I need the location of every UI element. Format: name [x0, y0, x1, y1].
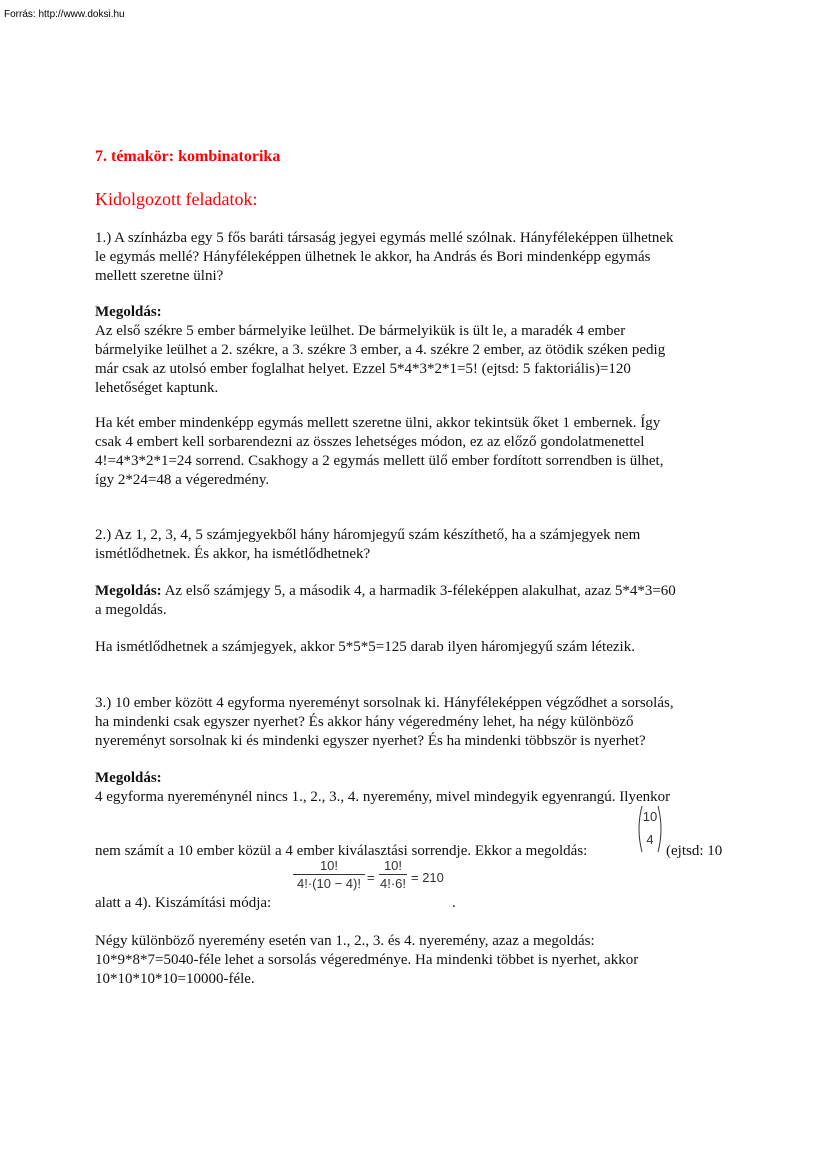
text-line: ismétlődhetnek. És akkor, ha ismétlődhetnek?	[95, 546, 371, 562]
text-line: 3.) 10 ember között 4 egyforma nyereményt sorsolnak ki. Hányféleképpen végződhet a sorsolás,	[95, 695, 674, 711]
solution-2	[95, 582, 745, 620]
text-line: mellett szeretne ülni?	[95, 268, 224, 284]
text-line: már csak az utolsó ember foglalhat helyet. Ezzel 5*4*3*2*1=5! (ejtsd: 5 faktoriális)=120	[95, 361, 631, 377]
text-line: Ha ismétlődhetnek a számjegyek, akkor 5*5*5=125 darab ilyen háromjegyű szám létezik.	[95, 639, 635, 655]
denominator: 4!·(10 − 4)!	[297, 876, 361, 891]
text-line: 4 egyforma nyereménynél nincs 1., 2., 3., 4. nyeremény, mivel mindegyik egyenrangú. Ilyenkor	[95, 789, 671, 805]
formula-result: = 210	[411, 870, 444, 885]
solution-1-part-2	[95, 414, 745, 490]
text-line: csak 4 embert kell sorbarendezni az összes lehetséges módon, ez az előző gondolatmenettel	[95, 434, 645, 450]
text-line: a megoldás.	[95, 602, 167, 618]
formula	[293, 858, 458, 898]
binomial-bottom: 4	[646, 832, 654, 847]
problem-1	[95, 229, 745, 286]
solution-3-part-2	[95, 932, 745, 989]
section-subtitle: Kidolgozott feladatok:	[95, 189, 258, 209]
fraction-bar	[379, 874, 407, 875]
text-line: 10*9*8*7=5040-féle lehet a sorsolás végeredménye. Ha mindenki többet is nyerhet, akkor	[95, 952, 639, 968]
text-line: 2.) Az 1, 2, 3, 4, 5 számjegyekből hány háromjegyű szám készíthető, ha a számjegyek nem	[95, 527, 641, 543]
text-line: bármelyike leülhet a 2. székre, a 3. székre 3 ember, a 4. székre 2 ember, az ötödik széken pedig	[95, 342, 666, 358]
text-line: le egymás mellé? Hányféleképpen ülhetnek le akkor, ha András és Bori mindenképp egymás	[95, 249, 651, 265]
text-line: 4!=4*3*2*1=24 sorrend. Csakhogy a 2 egymás mellett ülő ember fordított sorrendben is ülhet,	[95, 453, 664, 469]
binomial-top: 10	[642, 809, 658, 824]
page-title: 7. témakör: kombinatorika	[95, 148, 281, 165]
problem-2	[95, 526, 745, 564]
numerator: 10!	[383, 858, 403, 873]
text-line: 10*10*10*10=10000-féle.	[95, 971, 255, 987]
solution-2-part-2	[95, 638, 745, 657]
solution-label: Megoldás:	[95, 770, 162, 786]
denominator: 4!·6!	[379, 876, 406, 891]
problem-3	[95, 694, 745, 751]
solution-label: Megoldás:	[95, 583, 162, 599]
text-line: alatt a 4). Kiszámítási módja:	[95, 895, 272, 911]
fraction-bar	[293, 874, 365, 875]
solution-label: Megoldás:	[95, 304, 162, 320]
text-line: Az első számjegy 5, a második 4, a harmadik 3-féleképpen alakulhat, azaz 5*4*3=60	[161, 583, 676, 599]
fraction-1	[293, 858, 365, 891]
numerator: 10!	[319, 858, 339, 873]
fraction-2	[379, 858, 407, 891]
solution-1	[95, 303, 745, 398]
equals-sign: =	[367, 870, 375, 885]
text-line: Az első székre 5 ember bármelyike leülhet. De bármelyikük is ült le, a maradék 4 ember	[95, 323, 626, 339]
text-line: Négy különböző nyeremény esetén van 1., 2., 3. és 4. nyeremény, azaz a megoldás:	[95, 933, 595, 949]
binomial-coefficient	[635, 804, 665, 854]
source-url: Forrás: http://www.doksi.hu	[4, 9, 125, 20]
text-line: 1.) A színházba egy 5 fős baráti társaság jegyei egymás mellé szólnak. Hányféleképpen ülhetnek	[95, 230, 674, 246]
text-line: Ha két ember mindenképp egymás mellett szeretne ülni, akkor tekintsük őket 1 embernek. Így	[95, 415, 661, 431]
text-line: ha mindenki csak egyszer nyerhet? És akkor hány végeredmény lehet, ha négy különböző	[95, 714, 634, 730]
text-line: nyereményt sorsolnak ki és mindenki egyszer nyerhet? És ha mindenki többször is nyerhet?	[95, 733, 646, 749]
text-line: lehetőséget kaptunk.	[95, 380, 219, 396]
text-line: nem számít a 10 ember közül a 4 ember kiválasztási sorrendje. Ekkor a megoldás:	[95, 843, 588, 859]
text-line: .	[452, 895, 456, 911]
text-line: (ejtsd: 10	[666, 843, 723, 859]
text-line: így 2*24=48 a végeredmény.	[95, 472, 270, 488]
solution-3	[95, 769, 745, 807]
